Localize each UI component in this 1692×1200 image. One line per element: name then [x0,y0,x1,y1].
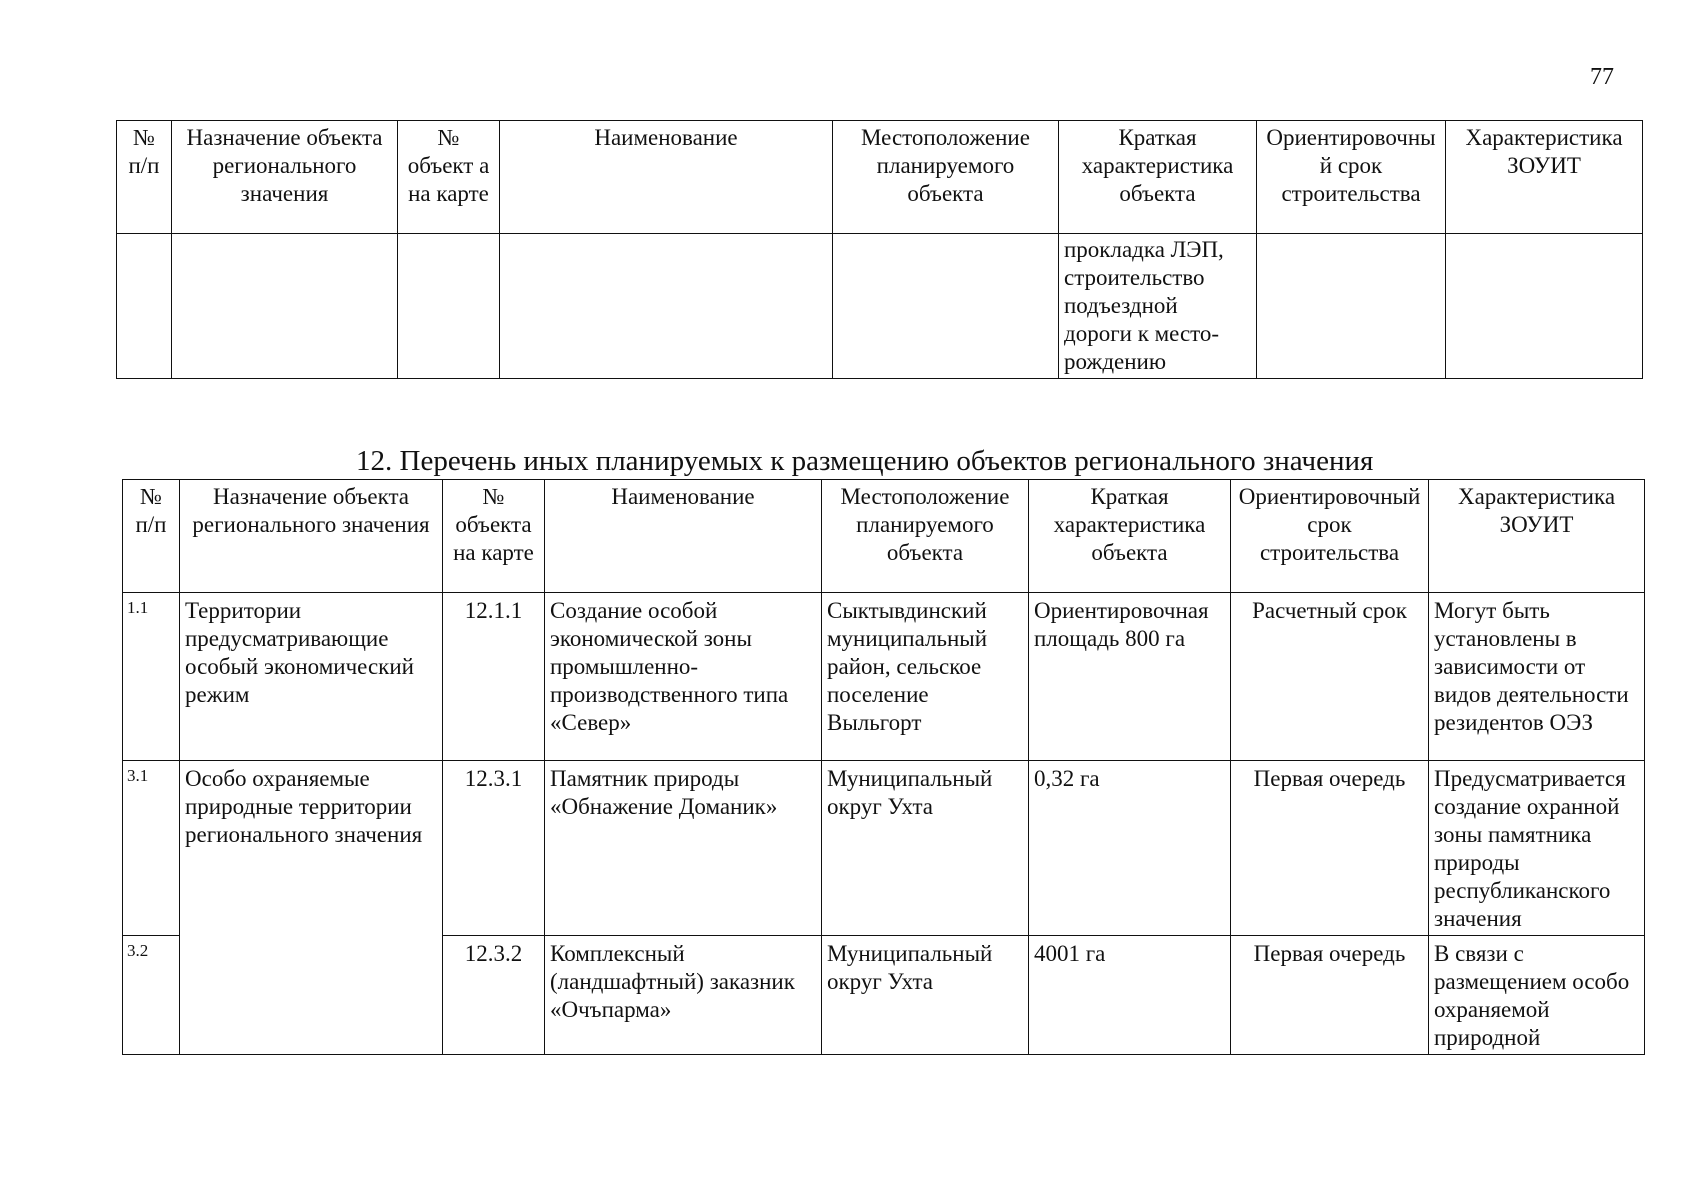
cell-num: 1.1 [123,593,180,761]
objects-table [122,479,1645,1055]
header-location: Местоположение планируемого объекта [822,480,1029,593]
cell-location [833,234,1059,379]
cell-location: Муниципальный округ Ухта [822,761,1029,936]
cell-name: Создание особой экономической зоны промышленно-производственного типа «Север» [545,593,822,761]
section-title: 12. Перечень иных планируемых к размещению объектов регионального значения [356,445,1374,477]
table-row [123,761,1645,936]
header-zouit: Характеристика ЗОУИТ [1429,480,1645,593]
cell-name [500,234,833,379]
cell-num [117,234,172,379]
header-name: Наименование [500,121,833,234]
cell-location: Сыктывдинский муниципальный район, сельское поселение Выльгорт [822,593,1029,761]
cell-zouit: В связи с размещением особо охраняемой природной [1429,936,1645,1055]
cell-zouit [1446,234,1643,379]
table-header-row [117,121,1643,234]
header-purpose: Назначение объекта регионального значения [180,480,443,593]
cell-map-num: 12.1.1 [443,593,545,761]
header-purpose: Назначение объекта регионального значения [172,121,398,234]
table-header-row [123,480,1645,593]
cell-term: Расчетный срок [1231,593,1429,761]
cell-characteristic: прокладка ЛЭП, строительство подъездной дороги к место-рождению [1059,234,1257,379]
continuation-table [116,120,1643,379]
cell-term [1257,234,1446,379]
cell-zouit: Предусматривается создание охранной зоны памятника природы республиканского значения [1429,761,1645,936]
header-characteristic: Краткая характеристика объекта [1029,480,1231,593]
header-num: № п/п [117,121,172,234]
cell-purpose: Особо охраняемые природные территории регионального значения [180,761,443,1055]
cell-num: 3.2 [123,936,180,1055]
header-characteristic: Краткая характеристика объекта [1059,121,1257,234]
cell-map-num [398,234,500,379]
header-map-num: № объекта на карте [443,480,545,593]
cell-location: Муниципальный округ Ухта [822,936,1029,1055]
cell-zouit: Могут быть установлены в зависимости от видов деятельности резидентов ОЭЗ [1429,593,1645,761]
header-name: Наименование [545,480,822,593]
header-map-num: № объект а на карте [398,121,500,234]
header-zouit: Характеристика ЗОУИТ [1446,121,1643,234]
cell-term: Первая очередь [1231,761,1429,936]
cell-map-num: 12.3.2 [443,936,545,1055]
header-term: Ориентировочный срок строительства [1231,480,1429,593]
cell-map-num: 12.3.1 [443,761,545,936]
header-num: № п/п [123,480,180,593]
header-term: Ориентировочны й срок строительства [1257,121,1446,234]
cell-purpose [172,234,398,379]
cell-term: Первая очередь [1231,936,1429,1055]
cell-purpose: Территории предусматривающие особый экономический режим [180,593,443,761]
page-number: 77 [1590,64,1614,90]
table-row [123,593,1645,761]
cell-characteristic: 0,32 га [1029,761,1231,936]
cell-name: Комплексный (ландшафтный) заказник «Очъпарма» [545,936,822,1055]
cell-num: 3.1 [123,761,180,936]
table-row [117,234,1643,379]
cell-name: Памятник природы «Обнажение Доманик» [545,761,822,936]
cell-characteristic: 4001 га [1029,936,1231,1055]
cell-characteristic: Ориентировочная площадь 800 га [1029,593,1231,761]
header-location: Местоположение планируемого объекта [833,121,1059,234]
